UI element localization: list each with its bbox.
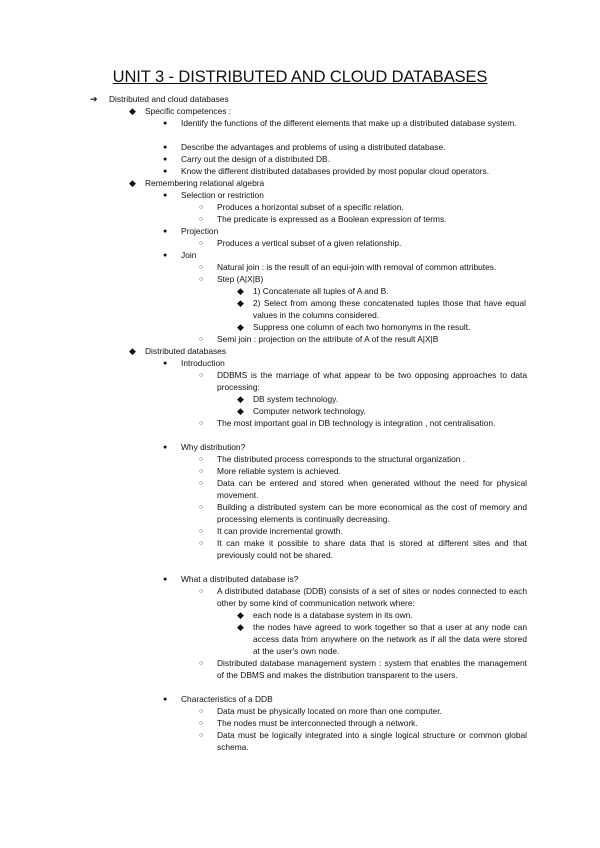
subheading-introduction: Introduction — [181, 358, 225, 368]
subheading-join: Join — [181, 250, 197, 260]
dot-bullet-icon: ● — [163, 144, 168, 151]
list-item: It can provide incremental growth. — [217, 526, 343, 536]
subheading-why: Why distribution? — [181, 442, 246, 452]
list-item: Distributed database management system : system that enables the management of the DBMS and makes the distribution transparent to the users. — [217, 658, 527, 680]
list-item: More reliable system is achieved. — [217, 466, 341, 476]
list-item: DDBMS is the marriage of what appear to be two opposing approaches to data processing: — [217, 370, 527, 392]
circle-bullet-icon: ○ — [199, 540, 204, 547]
dot-bullet-icon: ● — [163, 576, 168, 583]
circle-bullet-icon: ○ — [199, 336, 204, 343]
list-item: DB system technology. — [253, 394, 339, 404]
circle-bullet-icon: ○ — [199, 420, 204, 427]
list-item: It can make it possible to share data that is stored at different sites and that previously could not be shared. — [217, 538, 527, 560]
list-item: The nodes must be interconnected through a network. — [217, 718, 418, 728]
circle-bullet-icon: ○ — [199, 276, 204, 283]
list-item: the nodes have agreed to work together so that a user at any node can access data from anywhere on the network as if all the data were stored at the user's own node. — [253, 622, 527, 656]
list-item: Semi join : projection on the attribute of A of the result A|X|B — [217, 334, 439, 344]
circle-bullet-icon: ○ — [199, 456, 204, 463]
subheading-characteristics: Characteristics of a DDB — [181, 694, 273, 704]
dot-bullet-icon: ● — [163, 120, 168, 127]
diamond-bullet-icon: ◆ — [129, 178, 136, 188]
list-item: each node is a database system in its own. — [253, 610, 413, 620]
dot-bullet-icon: ● — [163, 360, 168, 367]
diamond-bullet-icon: ◆ — [129, 106, 136, 116]
dot-bullet-icon: ● — [163, 444, 168, 451]
list-item: Computer network technology. — [253, 406, 366, 416]
list-item: Data must be logically integrated into a single logical structure or common global schema. — [217, 730, 527, 752]
list-item: 1) Concatenate all tuples of A and B. — [253, 286, 389, 296]
circle-bullet-icon: ○ — [199, 204, 204, 211]
diamond-bullet-icon: ◆ — [237, 406, 244, 416]
diamond-bullet-icon: ◆ — [237, 622, 244, 632]
arrow-bullet-icon: ➔ — [90, 94, 98, 104]
diamond-bullet-icon: ◆ — [237, 322, 244, 332]
dot-bullet-icon: ● — [163, 228, 168, 235]
list-item: The most important goal in DB technology is integration , not centralisation. — [217, 418, 496, 428]
section-heading-algebra: Remembering relational algebra — [145, 178, 265, 188]
list-item: Data can be entered and stored when generated without the need for physical movement. — [217, 478, 527, 500]
list-item: The distributed process corresponds to the structural organization . — [217, 454, 466, 464]
circle-bullet-icon: ○ — [199, 528, 204, 535]
list-item: 2) Select from among these concatenated tuples those that have equal values in the columns considered. — [253, 298, 526, 320]
circle-bullet-icon: ○ — [199, 588, 204, 595]
circle-bullet-icon: ○ — [199, 660, 204, 667]
dot-bullet-icon: ● — [163, 156, 168, 163]
list-item: Identify the functions of the different elements that make up a distributed database system. — [181, 118, 517, 128]
list-item: Building a distributed system can be more economical as the cost of memory and processing elements is continually decreasing. — [217, 502, 527, 524]
dot-bullet-icon: ● — [163, 696, 168, 703]
diamond-bullet-icon: ◆ — [237, 298, 244, 308]
list-item: Carry out the design of a distributed DB. — [181, 154, 330, 164]
circle-bullet-icon: ○ — [199, 480, 204, 487]
circle-bullet-icon: ○ — [199, 504, 204, 511]
page-title: UNIT 3 - DISTRIBUTED AND CLOUD DATABASES — [112, 68, 488, 86]
dot-bullet-icon: ● — [163, 192, 168, 199]
dot-bullet-icon: ● — [163, 252, 168, 259]
circle-bullet-icon: ○ — [199, 708, 204, 715]
list-item: Produces a horizontal subset of a specific relation. — [217, 202, 404, 212]
subheading-selection: Selection or restriction — [181, 190, 264, 200]
dot-bullet-icon: ● — [163, 168, 168, 175]
list-item: Natural join : is the result of an equi-join with removal of common attributes. — [217, 262, 497, 272]
circle-bullet-icon: ○ — [199, 372, 204, 379]
circle-bullet-icon: ○ — [199, 264, 204, 271]
diamond-bullet-icon: ◆ — [237, 394, 244, 404]
circle-bullet-icon: ○ — [199, 732, 204, 739]
subheading-projection: Projection — [181, 226, 219, 236]
section-heading-distributed: Distributed databases — [145, 346, 227, 356]
subheading-what: What a distributed database is? — [181, 574, 299, 584]
list-item: Step (A|X|B) — [217, 274, 264, 284]
list-item: Data must be physically located on more than one computer. — [217, 706, 442, 716]
list-item: Know the different distributed databases provided by most popular cloud operators. — [181, 166, 490, 176]
diamond-bullet-icon: ◆ — [237, 286, 244, 296]
section-heading-competences: Specific competences : — [145, 106, 232, 116]
list-item: A distributed database (DDB) consists of a set of sites or nodes connected to each other by some kind of communication network where: — [217, 586, 527, 608]
diamond-bullet-icon: ◆ — [237, 610, 244, 620]
list-item: Suppress one column of each two homonyms in the result. — [253, 322, 471, 332]
circle-bullet-icon: ○ — [199, 720, 204, 727]
list-item: Describe the advantages and problems of using a distributed database. — [181, 142, 446, 152]
topic-heading: Distributed and cloud databases — [109, 94, 229, 104]
list-item: The predicate is expressed as a Boolean expression of terms. — [217, 214, 447, 224]
circle-bullet-icon: ○ — [199, 468, 204, 475]
circle-bullet-icon: ○ — [199, 216, 204, 223]
circle-bullet-icon: ○ — [199, 240, 204, 247]
list-item: Produces a vertical subset of a given relationship. — [217, 238, 402, 248]
diamond-bullet-icon: ◆ — [129, 346, 136, 356]
